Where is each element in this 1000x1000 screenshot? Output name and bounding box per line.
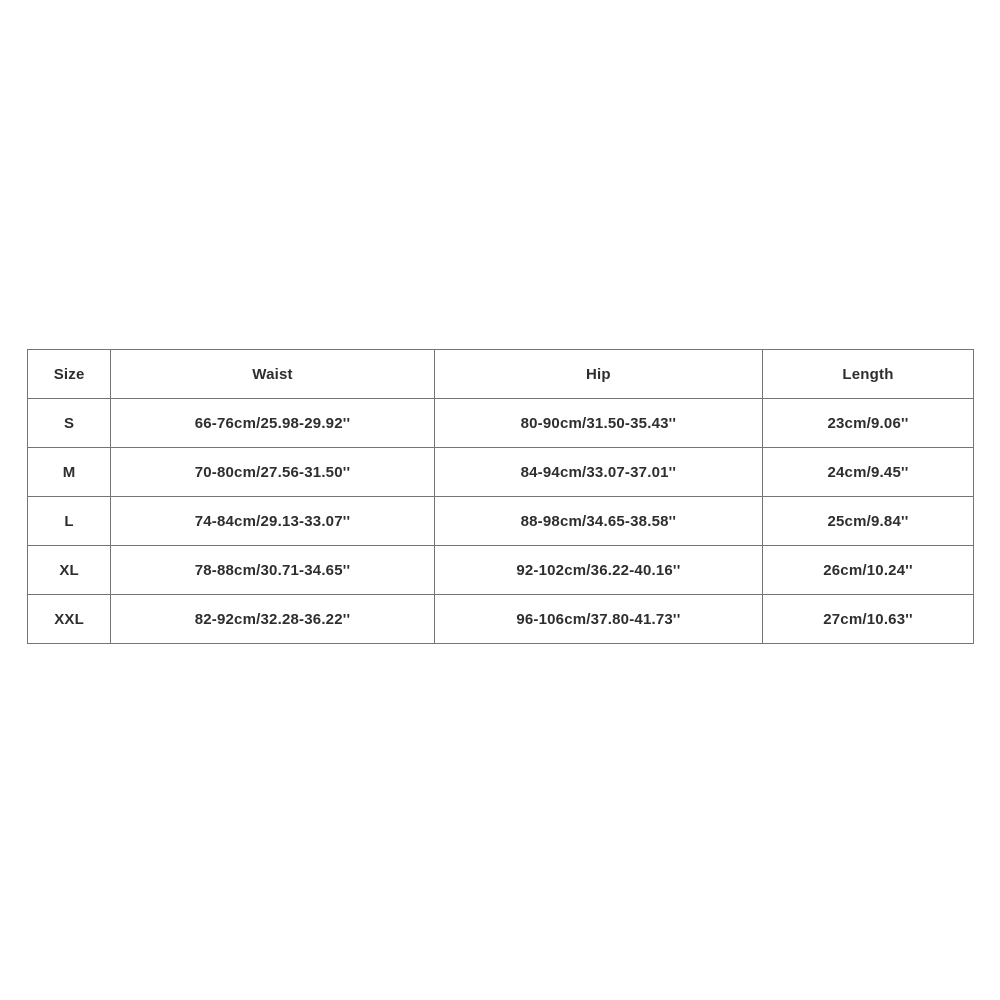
cell-waist: 66-76cm/25.98-29.92'' (111, 399, 435, 448)
cell-hip: 96-106cm/37.80-41.73'' (434, 595, 762, 644)
cell-size: L (28, 497, 111, 546)
cell-hip: 92-102cm/36.22-40.16'' (434, 546, 762, 595)
cell-waist: 78-88cm/30.71-34.65'' (111, 546, 435, 595)
size-chart-header (28, 350, 974, 399)
header-cell-length: Length (763, 350, 974, 399)
table-row (28, 546, 974, 595)
table-row (28, 399, 974, 448)
cell-waist: 70-80cm/27.56-31.50'' (111, 448, 435, 497)
cell-size: S (28, 399, 111, 448)
cell-length: 25cm/9.84'' (763, 497, 974, 546)
header-cell-waist: Waist (111, 350, 435, 399)
cell-size: XXL (28, 595, 111, 644)
cell-waist: 82-92cm/32.28-36.22'' (111, 595, 435, 644)
cell-hip: 84-94cm/33.07-37.01'' (434, 448, 762, 497)
cell-hip: 88-98cm/34.65-38.58'' (434, 497, 762, 546)
header-cell-size: Size (28, 350, 111, 399)
cell-length: 23cm/9.06'' (763, 399, 974, 448)
header-row (28, 350, 974, 399)
cell-hip: 80-90cm/31.50-35.43'' (434, 399, 762, 448)
cell-size: XL (28, 546, 111, 595)
cell-length: 27cm/10.63'' (763, 595, 974, 644)
table-row (28, 497, 974, 546)
table-row (28, 595, 974, 644)
cell-length: 24cm/9.45'' (763, 448, 974, 497)
cell-length: 26cm/10.24'' (763, 546, 974, 595)
size-chart-body (28, 399, 974, 644)
size-chart-table (27, 349, 974, 644)
cell-waist: 74-84cm/29.13-33.07'' (111, 497, 435, 546)
table-row (28, 448, 974, 497)
cell-size: M (28, 448, 111, 497)
header-cell-hip: Hip (434, 350, 762, 399)
